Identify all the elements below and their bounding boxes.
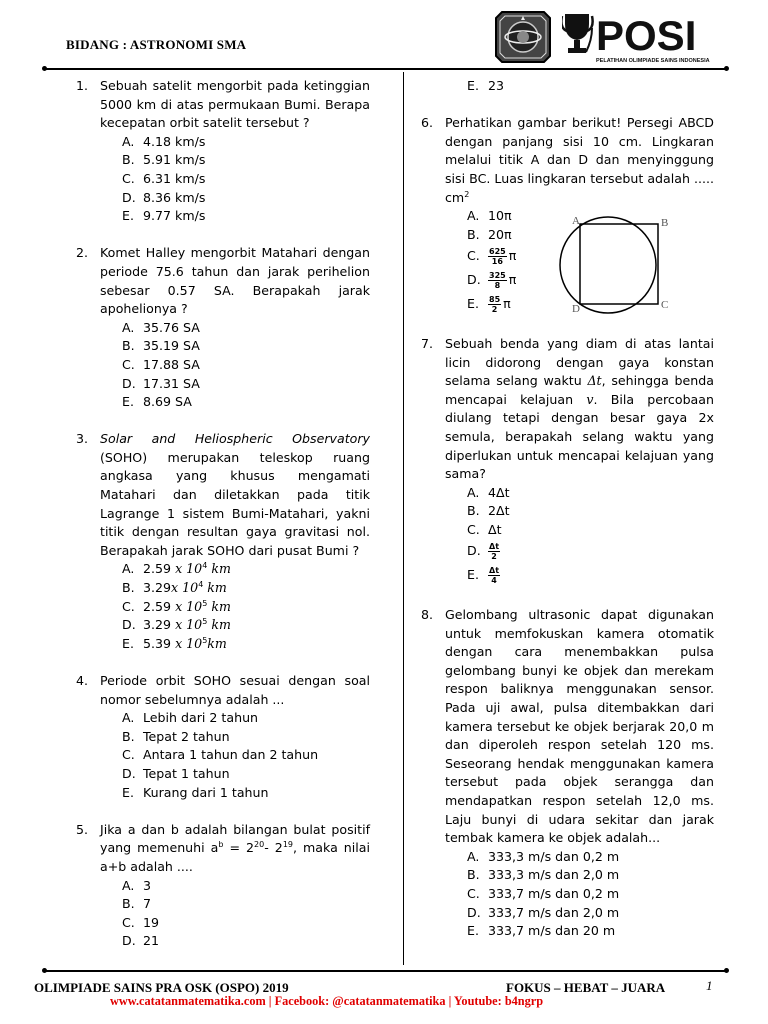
- posi-logo: [562, 10, 727, 66]
- page-number: 1: [706, 978, 713, 993]
- q6-option-a[interactable]: A. 10π: [467, 208, 512, 224]
- q3-option-d[interactable]: D. 3.29 x $10^5$ km: [122, 617, 231, 633]
- footer-dot-left: [42, 968, 47, 973]
- q2-option-b[interactable]: B. 35.19 SA: [122, 338, 200, 354]
- q8-option-b[interactable]: B. 333,3 m/s dan 2,0 m: [467, 867, 620, 883]
- question-4: 4. Periode orbit SOHO sesuai dengan soal nomor sebelumnya adalah ... A. Lebih dari 2 tahun B. Tepat 2 tahun C. Antara 1 tahun dan 2 tahun D. Tepat 1 tahun E. Kurang dari 1 tahun: [76, 672, 370, 802]
- q8-option-c[interactable]: C. 333,7 m/s dan 0,2 m: [467, 885, 620, 901]
- svg-text:PELATIHAN OLIMPIADE SAINS INDO: PELATIHAN OLIMPIADE SAINS INDONESIA: [596, 58, 710, 64]
- q3-option-c[interactable]: C. 2.59 x $10^5$ km: [122, 598, 231, 614]
- header-dot-right: [724, 66, 729, 71]
- question-3: 3. Solar and Heliospheric Observatory (SOHO) merupakan teleskop ruang angkasa yang khusus mengamati Matahari dan diletakkan pada titik Lagrange 1 sistem Bumi-Matahari, yakni titik dengan resultan gaya gravitasi nol. Berapakah jarak SOHO dari pusat Bumi ? A. 2.59 x $10^4$ km B. 3.29x $10^4$ km C. 2.59 x $10^5$ km D. 3.29 x $10^5$ km E. 5.39 x $10^5km$: [76, 430, 370, 653]
- q5-option-d[interactable]: D. 21: [122, 933, 160, 949]
- question-8: 8. Gelombang ultrasonic dapat digunakan untuk memfokuskan kamera otomatik dengan cara menembakkan pulsa gelombang bunyi ke objek dan merekam respon baliknya menggunakan sensor. Pada uji awal, pulsa ditembakkan dari kamera tersebut ke objek berjarak 20,0 m dan diperoleh respon setelah 120 ms. Seseorang hendak menggunakan kamera tersebut pada objek serangga dan mendapatkan respon setelah 12,0 ms. Laju bunyi di udara sekitar dan jarak tembak kamera ke objek adalah... A. 333,3 m/s dan 0,2 m B. 333,3 m/s dan 2,0 m C. 333,7 m/s dan 0,2 m D. 333,7 m/s dan 2,0 m E. 333,7 m/s dan 20 m: [421, 606, 714, 941]
- q4-option-c[interactable]: C. Antara 1 tahun dan 2 tahun: [122, 747, 319, 763]
- q8-option-e[interactable]: E. 333,7 m/s dan 20 m: [467, 923, 616, 939]
- footer-links[interactable]: www.catatanmatematika.com | Facebook: @catatanmatematika | Youtube: b4ngrp: [110, 994, 544, 1008]
- question-4-text: Periode orbit SOHO sesuai dengan soal nomor sebelumnya adalah ...: [100, 673, 370, 707]
- q1-option-c[interactable]: C. 6.31 km/s: [122, 170, 206, 186]
- q7-option-d[interactable]: D. $\frac{\Delta t}{2}$: [467, 541, 500, 561]
- question-5: 5. Jika a dan b adalah bilangan bulat positif yang memenuhi $a^b = 2^{20}-$ $2^{19}$, maka nilai a+b adalah .... A. 3 B. 7 C. 19 D. 21: [76, 821, 370, 951]
- question-6-text: Perhatikan gambar berikut! Persegi ABCD dengan panjang sisi 10 cm. Lingkaran melalui titik A dan D dan menyinggung sisi BC. Luas lingkaran tersebut adalah ..... $cm^2$: [445, 115, 714, 205]
- q2-option-c[interactable]: C. 17.88 SA: [122, 356, 200, 372]
- label-c: C: [661, 299, 669, 311]
- q5-option-a[interactable]: A. 3: [122, 877, 152, 893]
- question-7: 7. Sebuah benda yang diam di atas lantai licin didorong dengan gaya konstan selama selang waktu Δt, sehingga benda mencapai kelajuan v. Bila percobaan diulang tetapi dengan besar gaya 2x semula, berapakah selang waktu yang diperlukan untuk mencapai kelajuan yang sama? A. 4Δt B. 2Δt C. Δt D. $\frac{\Delta t}{2}$ E. $\frac{\Delta t}{4}$: [421, 335, 714, 588]
- q8-option-d[interactable]: D. 333,7 m/s dan 2,0 m: [467, 904, 620, 920]
- q2-option-e[interactable]: E. 8.69 SA: [122, 394, 192, 410]
- q5-option-b[interactable]: B. 7: [122, 896, 152, 912]
- q8-option-a[interactable]: A. 333,3 m/s dan 0,2 m: [467, 848, 620, 864]
- q1-option-a[interactable]: A. 4.18 km/s: [122, 133, 206, 149]
- q6-option-c[interactable]: C. $\frac{625}{16}$ π: [467, 246, 517, 266]
- q4-option-a[interactable]: A. Lebih dari 2 tahun: [122, 710, 259, 726]
- question-5-text: Jika a dan b adalah bilangan bulat positif yang memenuhi $a^b = 2^{20}-$ $2^{19}$, maka nilai a+b adalah ....: [100, 821, 370, 874]
- q1-option-b[interactable]: B. 5.91 km/s: [122, 152, 206, 168]
- column-divider: [403, 72, 404, 965]
- q1-option-e[interactable]: E. 9.77 km/s: [122, 208, 206, 224]
- question-1: 1. Sebuah satelit mengorbit pada ketinggian 5000 km di atas permukaan Bumi. Berapa kecepatan orbit satelit tersebut ? A. 4.18 km/s B. 5.91 km/s C. 6.31 km/s D. 8.36 km/s E. 9.77 km/s: [76, 77, 370, 226]
- olympiad-badge-logo: [494, 8, 552, 66]
- q5-option-e[interactable]: E. 23: [467, 78, 505, 93]
- question-8-text: Gelombang ultrasonic dapat digunakan untuk memfokuskan kamera otomatik dengan cara menembakkan pulsa gelombang bunyi ke objek dan merekam respon baliknya menggunakan sensor. Pada uji awal, pulsa ditembakkan dari kamera tersebut ke objek berjarak 20,0 m dan diperoleh respon setelah 120 ms. Seseorang hendak menggunakan kamera tersebut pada objek serangga dan mendapatkan respon setelah 12,0 ms. Laju bunyi di udara sekitar dan jarak tembak kamera ke objek adalah...: [445, 607, 714, 846]
- q6-option-e[interactable]: E. $\frac{85}{2}$ π: [467, 294, 511, 314]
- q7-option-a[interactable]: A. 4Δt: [467, 484, 510, 500]
- question-7-text: Sebuah benda yang diam di atas lantai licin didorong dengan gaya konstan selama selang waktu Δt, sehingga benda mencapai kelajuan v. Bila percobaan diulang tetapi dengan besar gaya 2x semula, berapakah selang waktu yang diperlukan untuk mencapai kelajuan yang sama?: [445, 335, 714, 482]
- footer-event-title: OLIMPIADE SAINS PRA OSK (OSPO) 2019: [34, 980, 289, 995]
- footer-rule: [44, 970, 727, 972]
- q7-option-e[interactable]: E. $\frac{\Delta t}{4}$: [467, 565, 500, 585]
- right-column: [421, 77, 714, 959]
- footer-motto: FOKUS – HEBAT – JUARA: [506, 980, 666, 995]
- q6-option-d[interactable]: D. $\frac{325}{8}$ π: [467, 270, 517, 290]
- label-b: B: [661, 217, 669, 229]
- circle-shape: [560, 217, 656, 313]
- question-2: 2. Komet Halley mengorbit Matahari dengan periode 75.6 tahun dan jarak perihelion sebesar 0.57 SA. Berapakah jarak apohelionya ? A. 35.76 SA B. 35.19 SA C. 17.88 SA D. 17.31 SA E. 8.69 SA: [76, 244, 370, 411]
- square-circle-figure: [556, 212, 686, 320]
- question-6: 6. Perhatikan gambar berikut! Persegi ABCD dengan panjang sisi 10 cm. Lingkaran melalui titik A dan D dan menyinggung sisi BC. Luas lingkaran tersebut adalah ..... $cm^2$ A. 10π B. 20π C. $\frac{625}{16}$ π D. $\frac{325}{8}$ π E. $\frac{85}{2}$ π: [421, 114, 714, 316]
- header-rule: [44, 68, 727, 70]
- q3-option-e[interactable]: E. 5.39 x $10^5km$: [122, 635, 227, 651]
- q2-option-d[interactable]: D. 17.31 SA: [122, 375, 200, 391]
- q7-option-c[interactable]: C. Δt: [467, 521, 502, 537]
- label-d: D: [572, 303, 580, 315]
- q7-option-b[interactable]: B. 2Δt: [467, 503, 510, 519]
- svg-text:POSI: POSI: [596, 12, 697, 59]
- q6-option-b[interactable]: B. 20π: [467, 226, 512, 242]
- q5-option-c[interactable]: C. 19: [122, 914, 160, 930]
- q2-option-a[interactable]: A. 35.76 SA: [122, 319, 200, 335]
- left-column: [76, 77, 370, 970]
- question-3-text: Solar and Heliospheric Observatory (SOHO) merupakan teleskop ruang angkasa yang khusus mengamati Matahari dan diletakkan pada titik Lagrange 1 sistem Bumi-Matahari, yakni titik dengan resultan gaya gravitasi nol. Berapakah jarak SOHO dari pusat Bumi ?: [100, 431, 370, 558]
- q3-option-a[interactable]: A. 2.59 x $10^4$ km: [122, 561, 231, 577]
- header-dot-left: [42, 66, 47, 71]
- q4-option-d[interactable]: D. Tepat 1 tahun: [122, 765, 230, 781]
- question-5-continued: [421, 77, 714, 96]
- label-a: A: [572, 215, 580, 227]
- footer-dot-right: [724, 968, 729, 973]
- q3-option-b[interactable]: B. 3.29x $10^4$ km: [122, 579, 227, 596]
- question-1-text: Sebuah satelit mengorbit pada ketinggian 5000 km di atas permukaan Bumi. Berapa kecepatan orbit satelit tersebut ?: [100, 78, 370, 131]
- subject-title: BIDANG : ASTRONOMI SMA: [66, 37, 247, 52]
- q4-option-b[interactable]: B. Tepat 2 tahun: [122, 728, 230, 744]
- question-2-text: Komet Halley mengorbit Matahari dengan periode 75.6 tahun dan jarak perihelion sebesar 0.57 SA. Berapakah jarak apohelionya ?: [100, 245, 370, 317]
- q1-option-d[interactable]: D. 8.36 km/s: [122, 189, 206, 205]
- q4-option-e[interactable]: E. Kurang dari 1 tahun: [122, 784, 269, 800]
